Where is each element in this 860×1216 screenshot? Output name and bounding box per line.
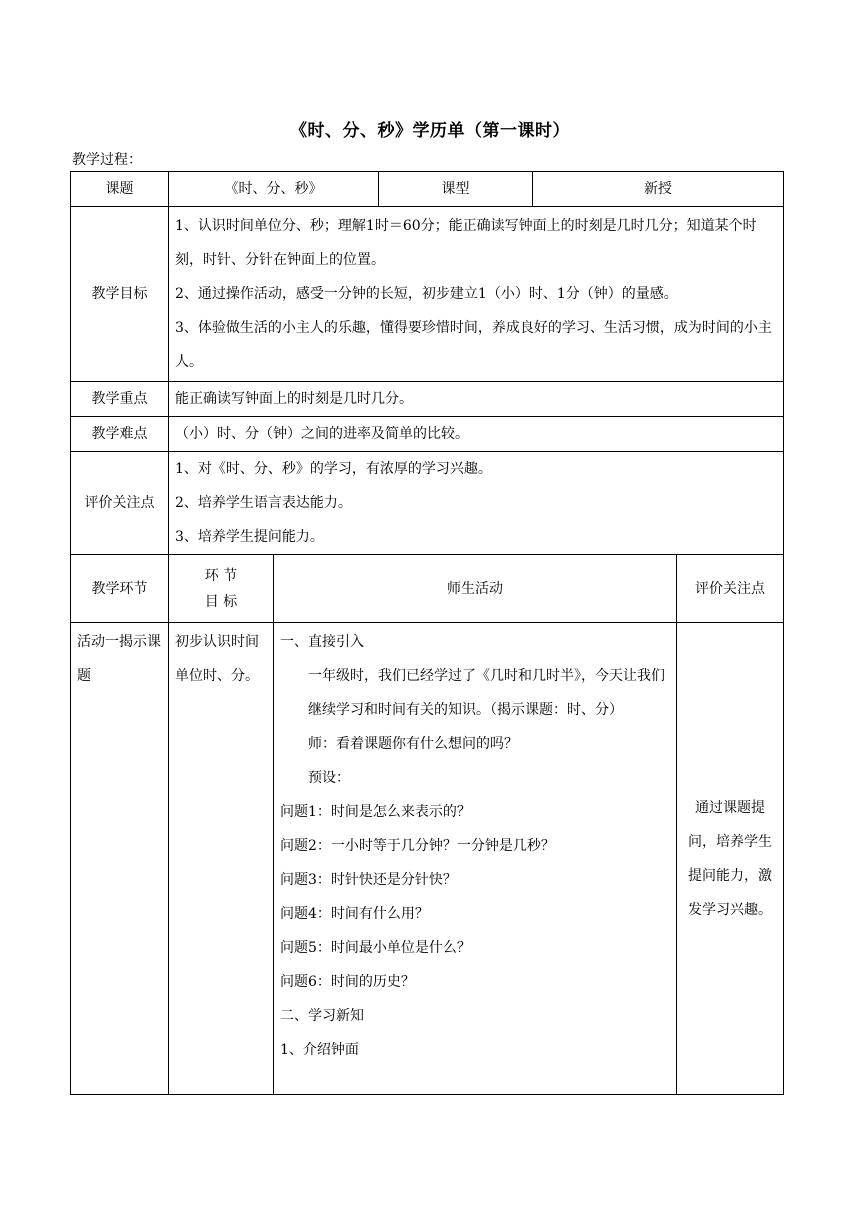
evaluation-line: 3、培养学生提问能力。 — [175, 529, 324, 545]
activity-line: 师：看着课题你有什么想问的吗？ — [308, 736, 518, 752]
goal-line: 2、通过操作活动，感受一分钟的长短，初步建立1（小）时、1分（钟）的量感。 — [175, 286, 678, 302]
activity1-focus: 通过课题提问，培养学生提问能力，激发学习兴趣。 — [677, 623, 784, 1095]
difficulty-value: （小）时、分（钟）之间的进率及简单的比较。 — [169, 417, 784, 452]
activity-line: 1、介绍钟面 — [280, 1042, 359, 1058]
topic-value: 《时、分、秒》 — [169, 172, 379, 207]
stage-goal-header-line: 目 标 — [204, 593, 238, 610]
goal-line: 1、认识时间单位分、秒；理解1时＝60分；能正确读写钟面上的时刻是几时几分；知道某个时刻，时针、分针在钟面上的位置。 — [175, 218, 757, 268]
activity-line: 问题2：一小时等于几分钟？一分钟是几秒？ — [280, 838, 555, 854]
activity-line: 问题3：时针快还是分针快？ — [280, 872, 457, 888]
activity-line: 一年级时，我们已经学过了《几时和几时半》，今天让我们继续学习和时间有关的知识。（揭示课题：时、分） — [308, 668, 665, 718]
evaluation-content — [169, 452, 784, 555]
lesson-plan-table — [70, 171, 784, 1095]
activity1-goal: 初步认识时间单位时、分。 — [169, 623, 274, 1095]
evaluation-line: 2、培养学生语言表达能力。 — [175, 495, 352, 511]
activity-line: 问题1：时间是怎么来表示的？ — [280, 804, 471, 820]
activity-line: 问题4：时间有什么用？ — [280, 906, 429, 922]
activity-line: 问题5：时间最小单位是什么？ — [280, 940, 471, 956]
stage-header: 教学环节 — [71, 555, 169, 623]
key-point-value: 能正确读写钟面上的时刻是几时几分。 — [169, 382, 784, 417]
difficulty-label: 教学难点 — [71, 417, 169, 452]
activity-line: 问题6：时间的历史？ — [280, 974, 415, 990]
activity-header: 师生活动 — [274, 555, 677, 623]
topic-label: 课题 — [71, 172, 169, 207]
activity-line: 预设： — [308, 770, 350, 786]
goals-row — [71, 207, 784, 382]
goals-label: 教学目标 — [71, 207, 169, 382]
stage-goal-header-line: 环 节 — [204, 567, 238, 584]
activity1-row — [71, 623, 784, 1095]
stage-goal-header — [169, 555, 274, 623]
key-point-row — [71, 382, 784, 417]
goals-content — [169, 207, 784, 382]
topic-row — [71, 172, 784, 207]
activity1-content — [274, 623, 677, 1095]
key-point-label: 教学重点 — [71, 382, 169, 417]
type-value: 新授 — [533, 172, 784, 207]
section-header-row — [71, 555, 784, 623]
goal-line: 3、体验做生活的小主人的乐趣，懂得要珍惜时间，养成良好的学习、生活习惯，成为时间的小主人。 — [175, 320, 772, 370]
focus-header: 评价关注点 — [677, 555, 784, 623]
type-label: 课型 — [379, 172, 533, 207]
evaluation-label: 评价关注点 — [71, 452, 169, 555]
evaluation-line: 1、对《时、分、秒》的学习，有浓厚的学习兴趣。 — [175, 461, 492, 477]
activity-line: 二、学习新知 — [280, 1008, 364, 1024]
document-title: 《时、分、秒》学历单（第一课时） — [290, 121, 570, 141]
process-label: 教学过程： — [72, 152, 142, 168]
activity-line: 一、直接引入 — [280, 634, 364, 650]
evaluation-row — [71, 452, 784, 555]
difficulty-row — [71, 417, 784, 452]
activity1-stage: 活动一揭示课题 — [71, 623, 169, 1095]
